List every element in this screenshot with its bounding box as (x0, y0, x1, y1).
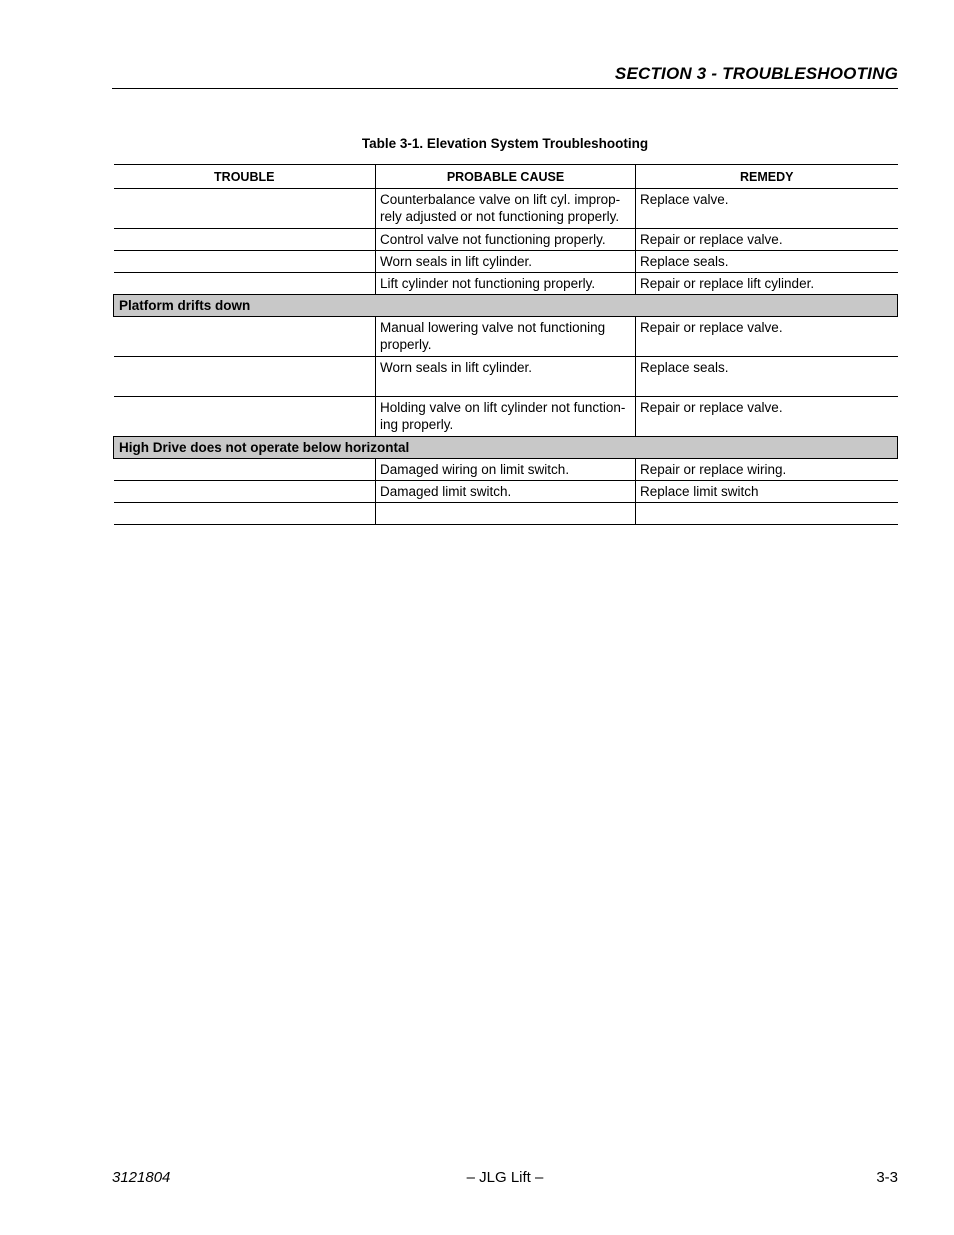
trouble-cell (114, 317, 376, 357)
table-row (114, 357, 898, 397)
document-number: 3121804 (112, 1169, 171, 1186)
section-label-platform-drifts-down: Platform drifts down (114, 295, 898, 317)
table-row (114, 397, 898, 437)
trouble-cell (114, 273, 376, 295)
trouble-cell (114, 229, 376, 251)
cause-cell: Counterbalance valve on lift cyl. improp-rely adjusted or not functioning properly. (376, 189, 636, 229)
table-row (114, 273, 898, 295)
cause-cell: Worn seals in lift cylinder. (376, 251, 636, 273)
header-rule (112, 88, 898, 89)
table-row (114, 229, 898, 251)
troubleshooting-table (113, 164, 898, 525)
section-label-high-drive: High Drive does not operate below horizontal (114, 437, 898, 459)
cause-cell: Manual lowering valve not functioning properly. (376, 317, 636, 357)
cause-cell: Damaged wiring on limit switch. (376, 459, 636, 481)
table-row (114, 189, 898, 229)
remedy-cell: Replace limit switch (636, 481, 898, 503)
column-header-trouble: TROUBLE (114, 165, 376, 189)
cause-cell: Lift cylinder not functioning properly. (376, 273, 636, 295)
remedy-cell: Repair or replace valve. (636, 317, 898, 357)
trouble-cell (114, 503, 376, 525)
remedy-cell (636, 503, 898, 525)
remedy-cell: Replace valve. (636, 189, 898, 229)
trouble-cell (114, 357, 376, 397)
table-row (114, 251, 898, 273)
trouble-cell (114, 397, 376, 437)
cause-cell (376, 503, 636, 525)
remedy-cell: Replace seals. (636, 251, 898, 273)
table-section-row (114, 437, 898, 459)
cause-cell: Holding valve on lift cylinder not function-ing properly. (376, 397, 636, 437)
remedy-cell: Replace seals. (636, 357, 898, 397)
column-header-remedy: REMEDY (636, 165, 898, 189)
cause-cell: Control valve not functioning properly. (376, 229, 636, 251)
page-number: 3-3 (876, 1169, 898, 1186)
column-header-probable-cause: PROBABLE CAUSE (376, 165, 636, 189)
table-header-row (114, 165, 898, 189)
table-caption: Table 3-1. Elevation System Troubleshooting (361, 136, 649, 151)
trouble-cell (114, 481, 376, 503)
remedy-cell: Repair or replace wiring. (636, 459, 898, 481)
table-row (114, 503, 898, 525)
remedy-cell: Repair or replace valve. (636, 229, 898, 251)
cause-cell: Damaged limit switch. (376, 481, 636, 503)
table-row (114, 317, 898, 357)
trouble-cell (114, 189, 376, 229)
remedy-cell: Repair or replace valve. (636, 397, 898, 437)
footer-brand: – JLG Lift – (466, 1169, 544, 1186)
table-row (114, 481, 898, 503)
cause-cell: Worn seals in lift cylinder. (376, 357, 636, 397)
trouble-cell (114, 251, 376, 273)
remedy-cell: Repair or replace lift cylinder. (636, 273, 898, 295)
table-row (114, 459, 898, 481)
trouble-cell (114, 459, 376, 481)
section-title: SECTION 3 - TROUBLESHOOTING (614, 64, 898, 83)
table-section-row (114, 295, 898, 317)
